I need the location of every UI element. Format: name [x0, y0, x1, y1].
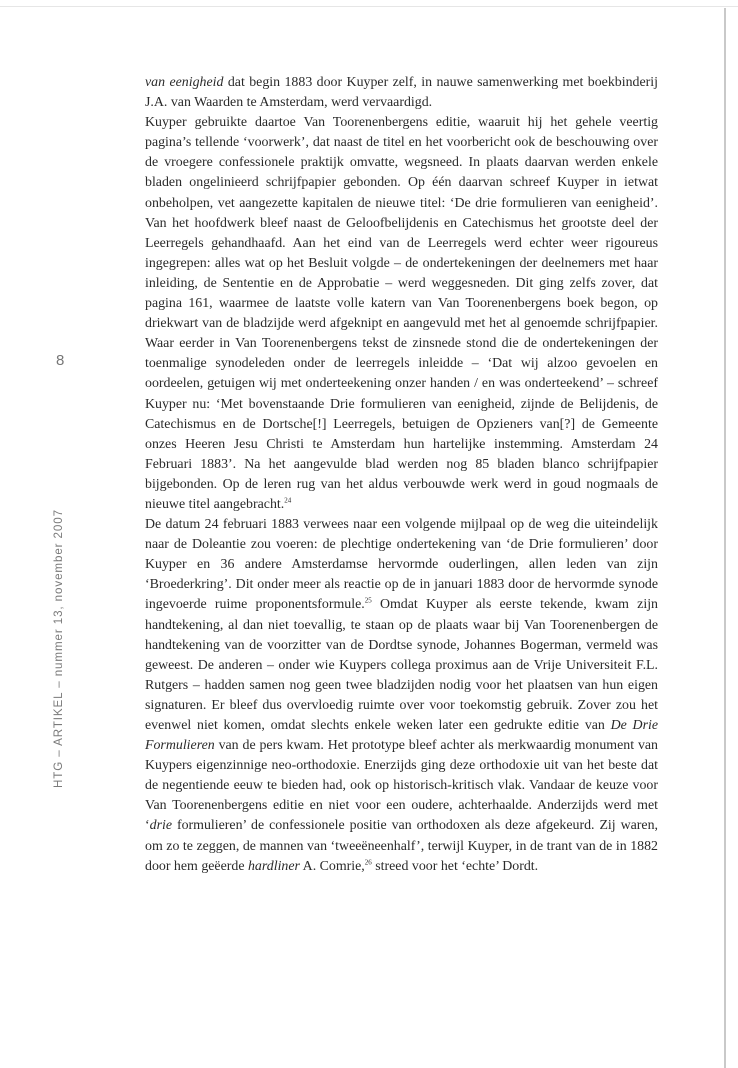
article-body [145, 73, 658, 877]
footnote-ref-26: 26 [364, 858, 372, 867]
paragraph-1-text: dat begin 1883 door Kuyper zelf, in nauwe samenwerking met boekbinderij J.A. van Waarden te Amsterdam, werd vervaardigd. [145, 75, 658, 111]
paragraph-3-text-e: A. Comrie, [299, 858, 365, 874]
paragraph-2 [145, 113, 658, 515]
italic-van-eenigheid: van eenigheid [145, 75, 224, 90]
italic-hardliner: hardliner [247, 858, 300, 874]
footnote-ref-24: 24 [284, 496, 292, 505]
paragraph-3-text-c: van de pers kwam. Het prototype bleef achter als merkwaardig monument van Kuypers eigenzinnige neo-orthodoxie. Enerzijds ging deze orthodoxie uit van het beste dat de negentiende eeuw te bieden had, ook op historisch-kritisch vlak. Vandaar de keuze voor Van Toorenenbergens editie en niet voor een oudere, achterhaalde. Anderzijds werd met ‘ [145, 738, 658, 834]
paragraph-3-text-b: Omdat Kuyper als eerste tekende, kwam zijn handtekening, al dan niet toevallig, te staan op de plaats waar bij Van Toorenenbergen de handtekening van de voorzitter van de Dordtse synode, Johannes Bogerman, vermeld was geweest. De anderen – onder wie Kuypers collega proximus aan de Vrije Universiteit F.L. Rutgers – hadden samen nog geen twee bladzijden nodig voor het plaatsen van hun eigen signaturen. Er bleef dus overvloedig ruimte over voor toekomstig gebruik. Zover zou het evenwel niet komen, omdat slechts enkele weken later een gedrukte editie van [145, 597, 659, 733]
running-head: HTG – ARTIKEL – nummer 13, november 2007 [52, 509, 65, 788]
italic-drie: drie [149, 818, 173, 834]
footnote-ref-25: 25 [364, 596, 372, 605]
paragraph-3-text-d: formulieren’ de confessionele positie van orthodoxen als deze afgekeurd. Zij waren, om zo te zeggen, de mannen van ‘tweeëneenhalf’, terwijl Kuyper, in de trant van de in 1882 door hem geëerde [145, 818, 658, 874]
paragraph-3-text-a: De datum 24 februari 1883 verwees naar een volgende mijlpaal op de weg die uiteindelijk naar de Doleantie zou voeren: de plechtige ondertekening van ‘de Drie formulieren’ door Kuyper en 36 andere Amsterdamse hervormde ouderlingen, allen leden van zijn ‘Broederkring’. Dit onder meer als reactie op de in januari 1883 door de hervormde synode ingevoerde ruime proponentsformule. [145, 517, 658, 613]
paragraph-3-text-f: streed voor het ‘echte’ Dordt. [371, 858, 539, 874]
italic-de-drie-formulieren: De Drie Formulieren [145, 718, 658, 754]
top-edge-line [0, 6, 738, 7]
paragraph-3 [145, 515, 658, 877]
paragraph-1 [145, 73, 658, 113]
page-number: 8 [56, 352, 65, 369]
paragraph-2-text: Kuyper gebruikte daartoe Van Toorenenbergens editie, waaruit hij het gehele veertig pagina’s tellende ‘voorwerk’, dat naast de titel en het voorbericht ook de beschouwing over de vroegere confessionele praktijk omvatte, wegsneed. In plaats daarvan werden enkele bladen ongelinieerd schrijfpapier gebonden. Op één daarvan schreef Kuyper in ietwat onbeholpen, vet aangezette kapitalen de nieuwe titel: ‘De drie formulieren van eenigheid’. Van het hoofdwerk bleef naast de Geloofbelijdenis en Catechismus het grootste deel der Leerregels gehandhaafd. Aan het eind van de Leerregels werd echter weer rigoureus ingegrepen: alles wat op het Besluit volgde – de ondertekeningen der deelnemers met haar inleiding, de Sententie en de Approbatie – werd weggesneden. Dit ging zelfs zover, dat pagina 161, waarmee de laatste volle katern van Van Toorenenbergens boek begon, op driekwart van de bladzijde werd afgeknipt en aangevuld met het al genoemde schrijfpapier. Waar eerder in Van Toorenenbergens tekst de zinsnede stond die de ondertekeningen der toenmalige synodeleden onder de leerregels inleidde – ‘Dat wij alzoo gevoelen en oordeelen, getuigen wij met onderteekening onzer handen / en was onderteekend’ – schreef Kuyper nu: ‘Met bovenstaande Drie formulieren van eenigheid, zijnde de Belijdenis, de Catechismus en de Dortsche[!] Leerregels, betuigen de Opzieners van[?] de Gemeente onzes Heeren Jesu Christi te Amsterdam hun hartelijke instemming. Amsterdam 24 Februari 1883’. Na het aangevulde blad werden nog 85 bladen blanco schrijfpapier bijgebonden. Op de leren rug van het aldus verbouwde werk werd in goud nogmaals de nieuwe titel aangebracht. [145, 115, 658, 512]
right-margin-rule [724, 8, 726, 1068]
